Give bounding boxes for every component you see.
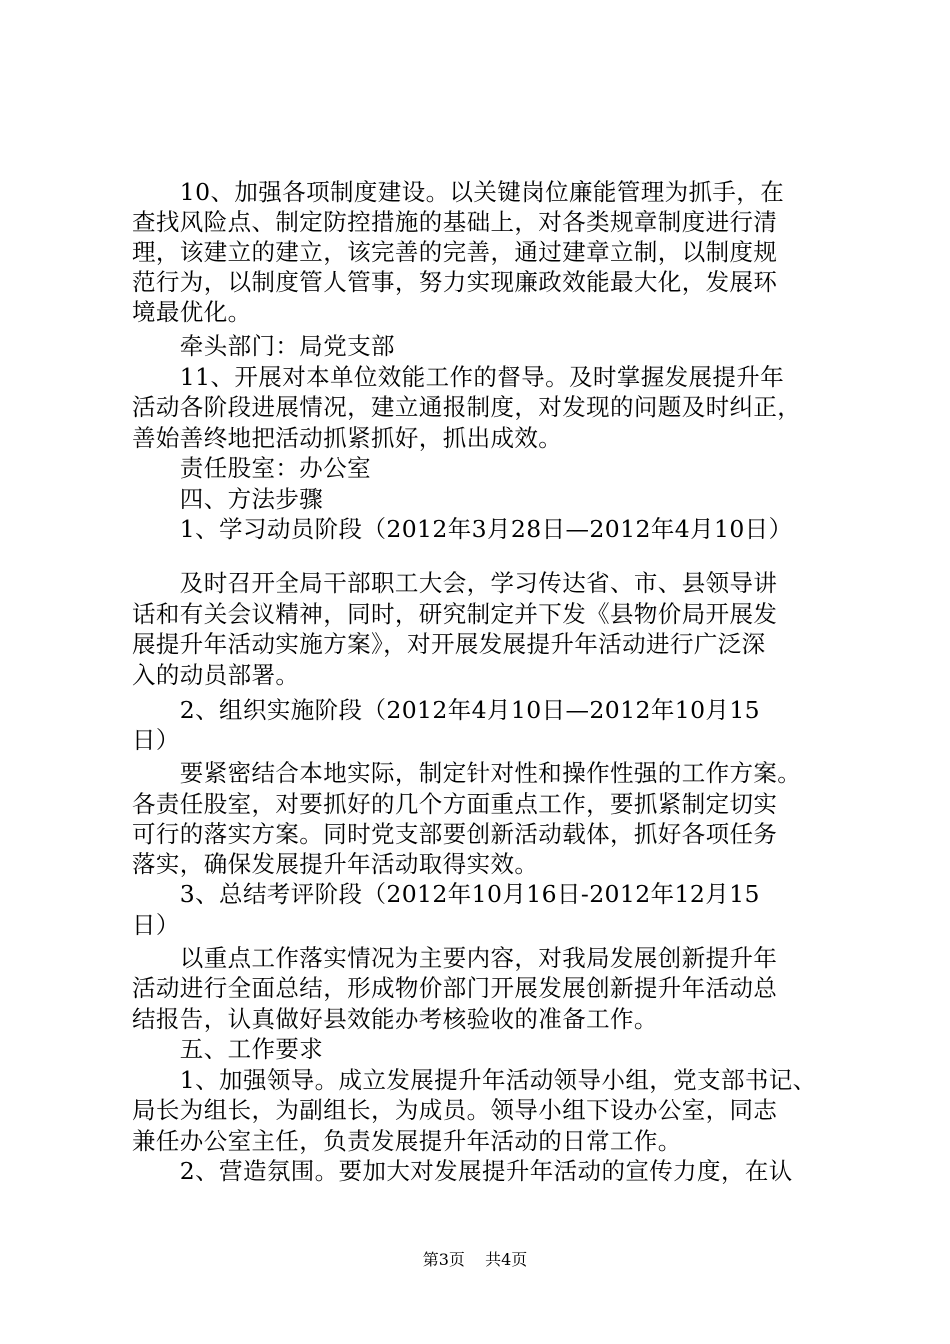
paragraph-line: 3、总结考评阶段（2012年10月16日-2012年12月15 bbox=[132, 880, 760, 908]
paragraph-line: 理，该建立的建立，该完善的完善，通过建章立制，以制度规 bbox=[132, 238, 778, 266]
paragraph-line: 可行的落实方案。同时党支部要创新活动载体，抓好各项任务 bbox=[132, 820, 778, 848]
section-heading: 五、工作要求 bbox=[132, 1035, 324, 1063]
paragraph-line: 责任股室：办公室 bbox=[132, 454, 371, 482]
paragraph-line: 11、开展对本单位效能工作的督导。及时掌握发展提升年 bbox=[132, 363, 785, 391]
paragraph-line: 要紧密结合本地实际，制定针对性和操作性强的工作方案。 bbox=[132, 759, 802, 787]
paragraph-line: 查找风险点、制定防控措施的基础上，对各类规章制度进行清 bbox=[132, 208, 778, 236]
paragraph-line: 局长为组长，为副组长，为成员。领导小组下设办公室，同志 bbox=[132, 1096, 778, 1124]
paragraph-line: 10、加强各项制度建设。以关键岗位廉能管理为抓手，在 bbox=[132, 178, 785, 206]
paragraph-line: 活动进行全面总结，形成物价部门开展发展创新提升年活动总 bbox=[132, 974, 778, 1002]
paragraph-line: 兼任办公室主任，负责发展提升年活动的日常工作。 bbox=[132, 1127, 682, 1155]
paragraph-line: 落实，确保发展提升年活动取得实效。 bbox=[132, 850, 539, 878]
paragraph-line: 日） bbox=[132, 726, 180, 754]
paragraph-line: 各责任股室，对要抓好的几个方面重点工作，要抓紧制定切实 bbox=[132, 790, 778, 818]
total-pages: 共4页 bbox=[485, 1250, 528, 1269]
paragraph-line: 话和有关会议精神，同时，研究制定并下发《县物价局开展发 bbox=[132, 600, 778, 628]
paragraph-line: 展提升年活动实施方案》，对开展发展提升年活动进行广泛深 bbox=[132, 630, 766, 658]
page-footer bbox=[0, 1250, 950, 1270]
paragraph-line: 入的动员部署。 bbox=[132, 661, 300, 689]
paragraph-line: 牵头部门：局党支部 bbox=[132, 332, 395, 360]
paragraph-line: 活动各阶段进展情况，建立通报制度，对发现的问题及时纠正， bbox=[132, 393, 802, 421]
paragraph-line: 1、加强领导。成立发展提升年活动领导小组，党支部书记、 bbox=[132, 1066, 817, 1094]
paragraph-line: 范行为，以制度管人管事，努力实现廉政效能最大化，发展环 bbox=[132, 268, 778, 296]
paragraph-line: 2、组织实施阶段（2012年4月10日—2012年10月15 bbox=[132, 696, 761, 724]
paragraph-line: 善始善终地把活动抓紧抓好，抓出成效。 bbox=[132, 424, 563, 452]
page-number: 第3页 bbox=[422, 1250, 465, 1269]
paragraph-line: 1、学习动员阶段（2012年3月28日—2012年4月10日） bbox=[132, 515, 793, 543]
paragraph-line: 结报告，认真做好县效能办考核验收的准备工作。 bbox=[132, 1005, 658, 1033]
paragraph-line: 及时召开全局干部职工大会，学习传达省、市、县领导讲 bbox=[132, 569, 778, 597]
paragraph-line: 日） bbox=[132, 911, 180, 939]
paragraph-line: 境最优化。 bbox=[132, 298, 252, 326]
paragraph-line: 2、营造氛围。要加大对发展提升年活动的宣传力度，在认 bbox=[132, 1157, 793, 1185]
section-heading: 四、方法步骤 bbox=[132, 485, 324, 513]
paragraph-line: 以重点工作落实情况为主要内容，对我局发展创新提升年 bbox=[132, 944, 778, 972]
